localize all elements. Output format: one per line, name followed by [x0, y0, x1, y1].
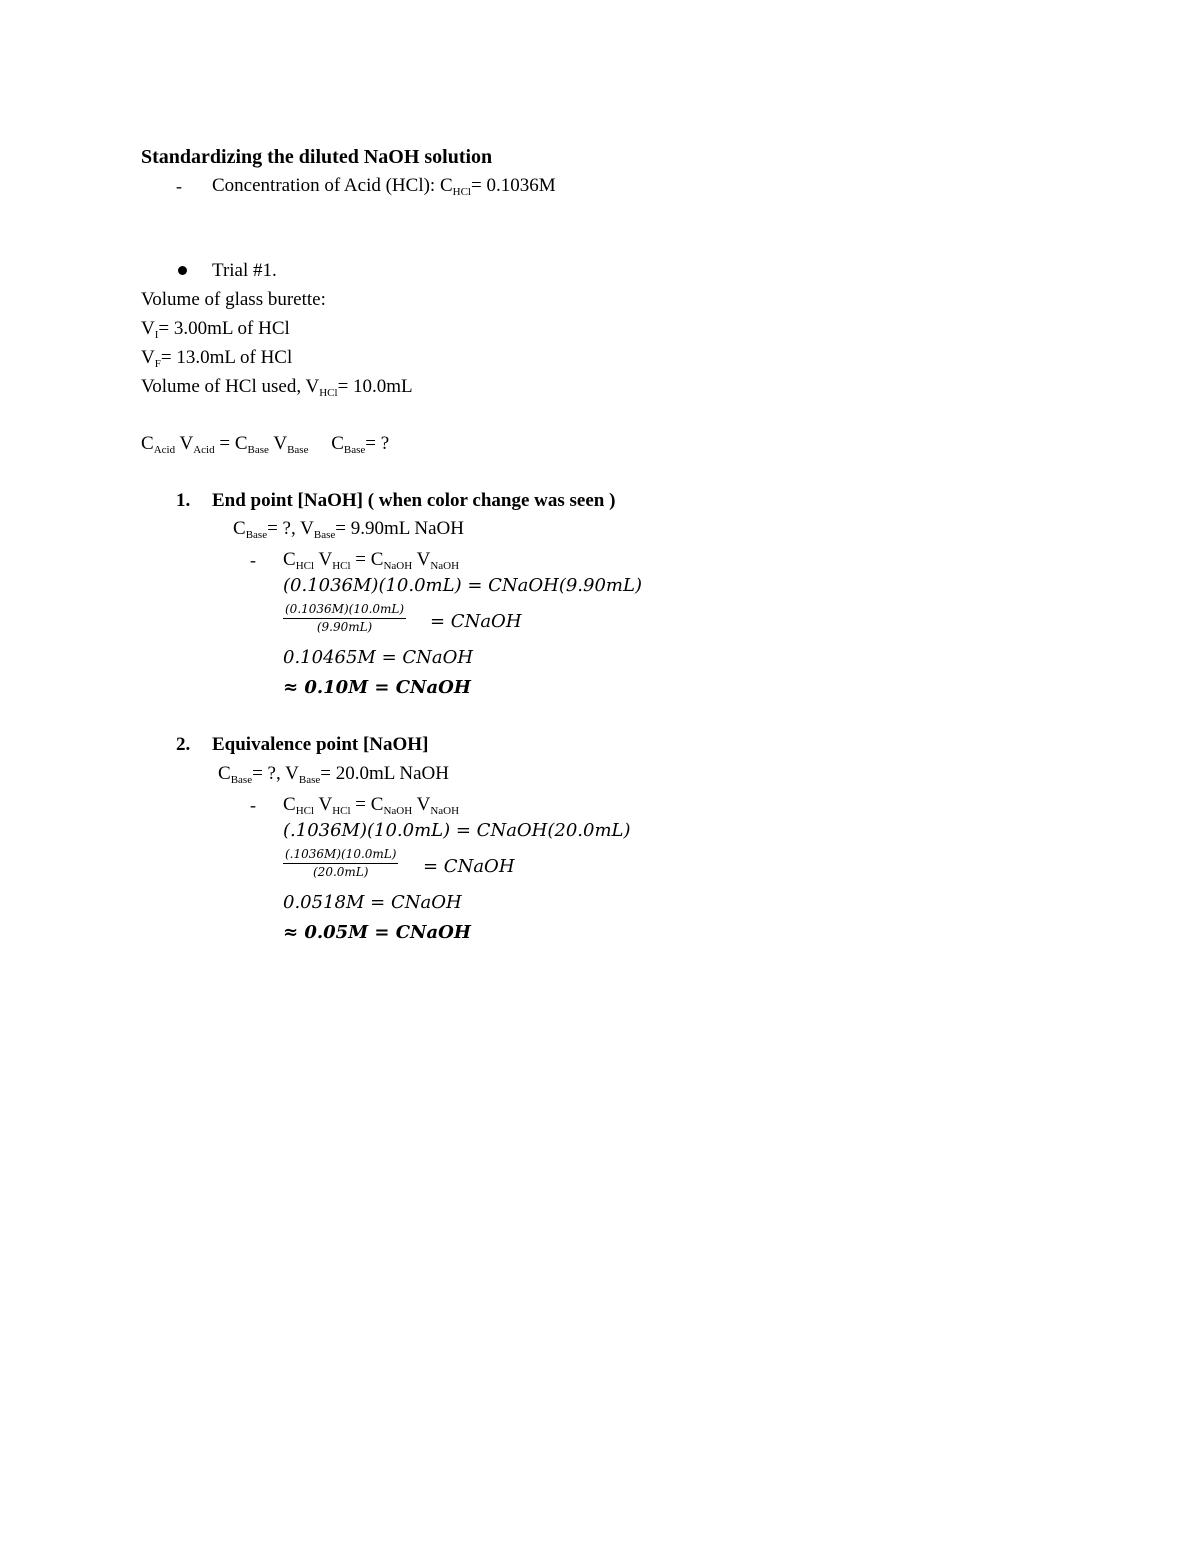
- end-point-fraction: $\frac{(0.1036M)(10.0mL)}{(9.90mL)}$: [285, 602, 405, 634]
- volume-used: Volume of HCl used, $V_{HCl}= 10.0mL$: [141, 376, 413, 399]
- list-dash: -: [176, 176, 182, 196]
- end-point-heading: End point [NaOH] ( when color change was seen ): [212, 490, 616, 511]
- general-equation: $C_{Acid}$ $V_{Acid} = C_{Base}$ $V_{Base}$ $C_{Base}=$ ?: [141, 433, 390, 456]
- list-dash: -: [250, 550, 256, 570]
- end-point-step-1: (0.1036M)(10.0mL) = CNaOH(9.90mL): [283, 575, 642, 596]
- end-point-given: $C_{Base}=$ ?, $V_{Base}= 9.90mL$ NaOH: [233, 518, 464, 541]
- equivalence-fraction: $\frac{(.1036M)(10.0mL)}{(20.0mL)}$: [285, 847, 397, 879]
- list-number-2: 2.: [176, 734, 191, 755]
- equivalence-formula: $C_{HCl}$ $V_{HCl} = C_{NaOH}$ $V_{NaOH}$: [283, 794, 460, 817]
- acid-concentration: Concentration of Acid (HCl): $C_{HCl}= 0.1036M$: [212, 175, 556, 198]
- trial-label: Trial #1.: [212, 260, 277, 281]
- equivalence-step-1: (.1036M)(10.0mL) = CNaOH(20.0mL): [283, 820, 631, 841]
- list-dash: -: [250, 795, 256, 815]
- page-title: Standardizing the diluted NaOH solution: [141, 146, 493, 168]
- equivalence-step-3: 0.0518M = CNaOH: [283, 892, 462, 913]
- end-point-fraction-rhs: = CNaOH: [430, 611, 522, 632]
- initial-volume: $V_I= 3.00mL$ of HCl: [141, 318, 290, 341]
- end-point-step-3: 0.10465M = CNaOH: [283, 647, 474, 668]
- burette-label: Volume of glass burette:: [141, 289, 326, 310]
- bullet-icon: [178, 266, 187, 275]
- list-number-1: 1.: [176, 490, 191, 511]
- equivalence-fraction-rhs: = CNaOH: [423, 856, 515, 877]
- equivalence-given: $C_{Base}=$ ?, $V_{Base}= 20.0mL$ NaOH: [218, 763, 449, 786]
- end-point-result: ≈ 0.10M = CNaOH: [283, 677, 471, 698]
- end-point-formula: $C_{HCl}$ $V_{HCl} = C_{NaOH}$ $V_{NaOH}$: [283, 549, 460, 572]
- final-volume: $V_F= 13.0mL$ of HCl: [141, 347, 293, 370]
- equivalence-heading: Equivalence point [NaOH]: [212, 734, 429, 755]
- equivalence-result: ≈ 0.05M = CNaOH: [283, 922, 471, 943]
